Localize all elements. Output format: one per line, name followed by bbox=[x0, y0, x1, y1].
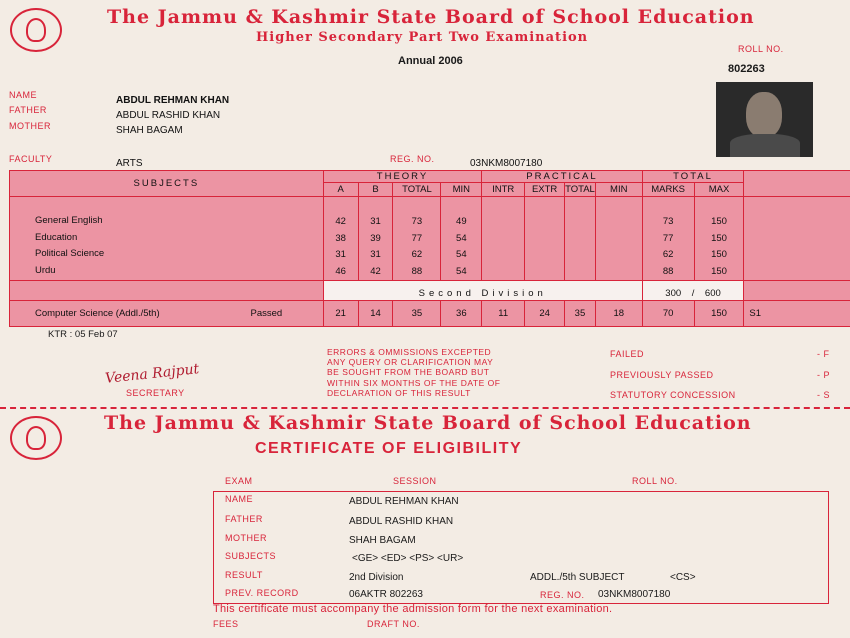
col-extr: EXTR bbox=[525, 183, 565, 197]
secretary-label: SECRETARY bbox=[126, 388, 185, 398]
legend-previously-passed-code: - P bbox=[817, 370, 831, 380]
roll-label: ROLL NO. bbox=[738, 44, 784, 54]
board-seal-bottom bbox=[10, 416, 62, 460]
table-row: General English bbox=[35, 215, 103, 226]
candidate-name: ABDUL REHMAN KHAN bbox=[116, 95, 230, 106]
tear-line bbox=[0, 407, 850, 409]
cert-reg-label: REG. NO. bbox=[540, 590, 585, 600]
marks-table: SUBJECTS THEORY PRACTICAL TOTAL A B TOTAL MIN INTR EXTR TOTAL MIN MARKS MAX General English Education Political Science Urdu 42 38 31 46 31 39 31 42 73 77 62 88 49 54 54 54 73 77 62 88 150 150 150 150 Second Division 300 / 600 Computer Science (Addl./5th) Passed 21 14 35 36 11 24 35 18 70 150 S1 bbox=[9, 170, 850, 327]
subjects-header: SUBJECTS bbox=[10, 171, 324, 197]
legend-previously-passed-label: PREVIOUSLY PASSED bbox=[610, 370, 714, 380]
reg-number: 03NKM8007180 bbox=[470, 158, 543, 169]
division-text: Second Division bbox=[323, 281, 642, 301]
cert-addl: <CS> bbox=[670, 572, 696, 583]
col-max: MAX bbox=[694, 183, 744, 197]
cert-session-label: SESSION bbox=[393, 476, 437, 486]
theory-min-cell: 49 54 54 54 bbox=[441, 197, 482, 281]
col-b: B bbox=[358, 183, 393, 197]
candidate-photo bbox=[716, 82, 813, 157]
cert-footer-note: This certificate must accompany the admission form for the next examination. bbox=[213, 603, 613, 615]
cert-subjects: <GE> <ED> <PS> <UR> bbox=[352, 553, 464, 564]
col-marks: MARKS bbox=[642, 183, 694, 197]
addl-status: Passed bbox=[250, 308, 283, 319]
theory-total-cell: 73 77 62 88 bbox=[393, 197, 441, 281]
board-seal-top bbox=[10, 8, 62, 52]
cert-prev: 06AKTR 802263 bbox=[349, 589, 423, 600]
cert-subjects-label: SUBJECTS bbox=[225, 551, 277, 561]
board-title: The Jammu & Kashmir State Board of School Education bbox=[107, 6, 755, 28]
theory-b-cell: 31 39 31 42 bbox=[358, 197, 393, 281]
grand-marks: 300 bbox=[665, 288, 682, 299]
legend-statutory-label: STATUTORY CONCESSION bbox=[610, 390, 736, 400]
mother-label: MOTHER bbox=[9, 121, 51, 131]
cert-exam-label: EXAM bbox=[225, 476, 253, 486]
addl-subject-row bbox=[10, 301, 324, 327]
col-practical-total: TOTAL bbox=[565, 184, 595, 195]
faculty-value: ARTS bbox=[116, 158, 143, 169]
theory-a-cell: 42 38 31 46 bbox=[323, 197, 358, 281]
cert-father-label: FATHER bbox=[225, 514, 263, 524]
theory-header: THEORY bbox=[323, 171, 482, 183]
practical-header: PRACTICAL bbox=[482, 171, 642, 183]
total-header: TOTAL bbox=[642, 171, 744, 183]
total-marks-cell: 73 77 62 88 bbox=[642, 197, 694, 281]
faculty-label: FACULTY bbox=[9, 154, 53, 164]
table-row: Urdu bbox=[35, 264, 56, 276]
cert-heading: CERTIFICATE OF ELIGIBILITY bbox=[255, 440, 523, 457]
legend-failed-code: - F bbox=[817, 349, 830, 359]
col-practical-min: MIN bbox=[595, 183, 642, 197]
errors-notice: ERRORS & OMMISSIONS EXCEPTED ANY QUERY OR CLARIFICATION MAY BE SOUGHT FROM THE BOARD BUT WITHIN SIX MONTHS OF THE DATE OF DECLARATION OF THIS RESULT bbox=[327, 347, 501, 398]
grand-max: 600 bbox=[704, 288, 721, 299]
subject-list bbox=[10, 197, 324, 281]
addl-subject-name: Computer Science (Addl./5th) bbox=[35, 308, 160, 319]
cert-draft-label: DRAFT NO. bbox=[367, 619, 420, 629]
cert-reg: 03NKM8007180 bbox=[598, 589, 671, 600]
grand-separator: / bbox=[691, 288, 695, 299]
table-row: Political Science bbox=[35, 248, 105, 259]
col-intr: INTR bbox=[482, 183, 525, 197]
legend-statutory-code: - S bbox=[817, 390, 831, 400]
exam-session: Annual 2006 bbox=[398, 55, 463, 67]
table-row: Education bbox=[35, 231, 78, 243]
col-theory-min: MIN bbox=[441, 183, 482, 197]
name-label: NAME bbox=[9, 90, 38, 100]
col-theory-total: TOTAL bbox=[393, 183, 441, 197]
ktr-date: KTR : 05 Feb 07 bbox=[48, 329, 118, 340]
exam-subtitle: Higher Secondary Part Two Examination bbox=[256, 30, 589, 45]
secretary-signature: Veena Rajput bbox=[104, 361, 200, 387]
roll-number: 802263 bbox=[728, 63, 765, 75]
cert-result-label: RESULT bbox=[225, 570, 263, 580]
mother-name: SHAH BAGAM bbox=[116, 125, 183, 136]
col-a: A bbox=[323, 183, 358, 197]
cert-mother-label: MOTHER bbox=[225, 533, 267, 543]
legend-failed-label: FAILED bbox=[610, 349, 645, 359]
father-name: ABDUL RASHID KHAN bbox=[116, 110, 221, 121]
cert-details-box bbox=[213, 491, 829, 604]
cert-prev-label: PREV. RECORD bbox=[225, 588, 299, 598]
cert-name: ABDUL REHMAN KHAN bbox=[349, 496, 459, 507]
total-max-cell: 150 150 150 150 bbox=[694, 197, 744, 281]
cert-father: ABDUL RASHID KHAN bbox=[349, 516, 454, 527]
reg-label: REG. NO. bbox=[390, 154, 435, 164]
cert-result: 2nd Division bbox=[349, 572, 404, 583]
father-label: FATHER bbox=[9, 105, 47, 115]
cert-addl-label: ADDL./5th SUBJECT bbox=[530, 572, 625, 583]
cert-mother: SHAH BAGAM bbox=[349, 535, 416, 546]
cert-name-label: NAME bbox=[225, 494, 254, 504]
cert-fees-label: FEES bbox=[213, 619, 239, 629]
addl-award: S1 bbox=[744, 301, 850, 327]
cert-board-title: The Jammu & Kashmir State Board of School Education bbox=[104, 412, 752, 434]
cert-roll-label: ROLL NO. bbox=[632, 476, 678, 486]
grand-total bbox=[642, 281, 744, 301]
